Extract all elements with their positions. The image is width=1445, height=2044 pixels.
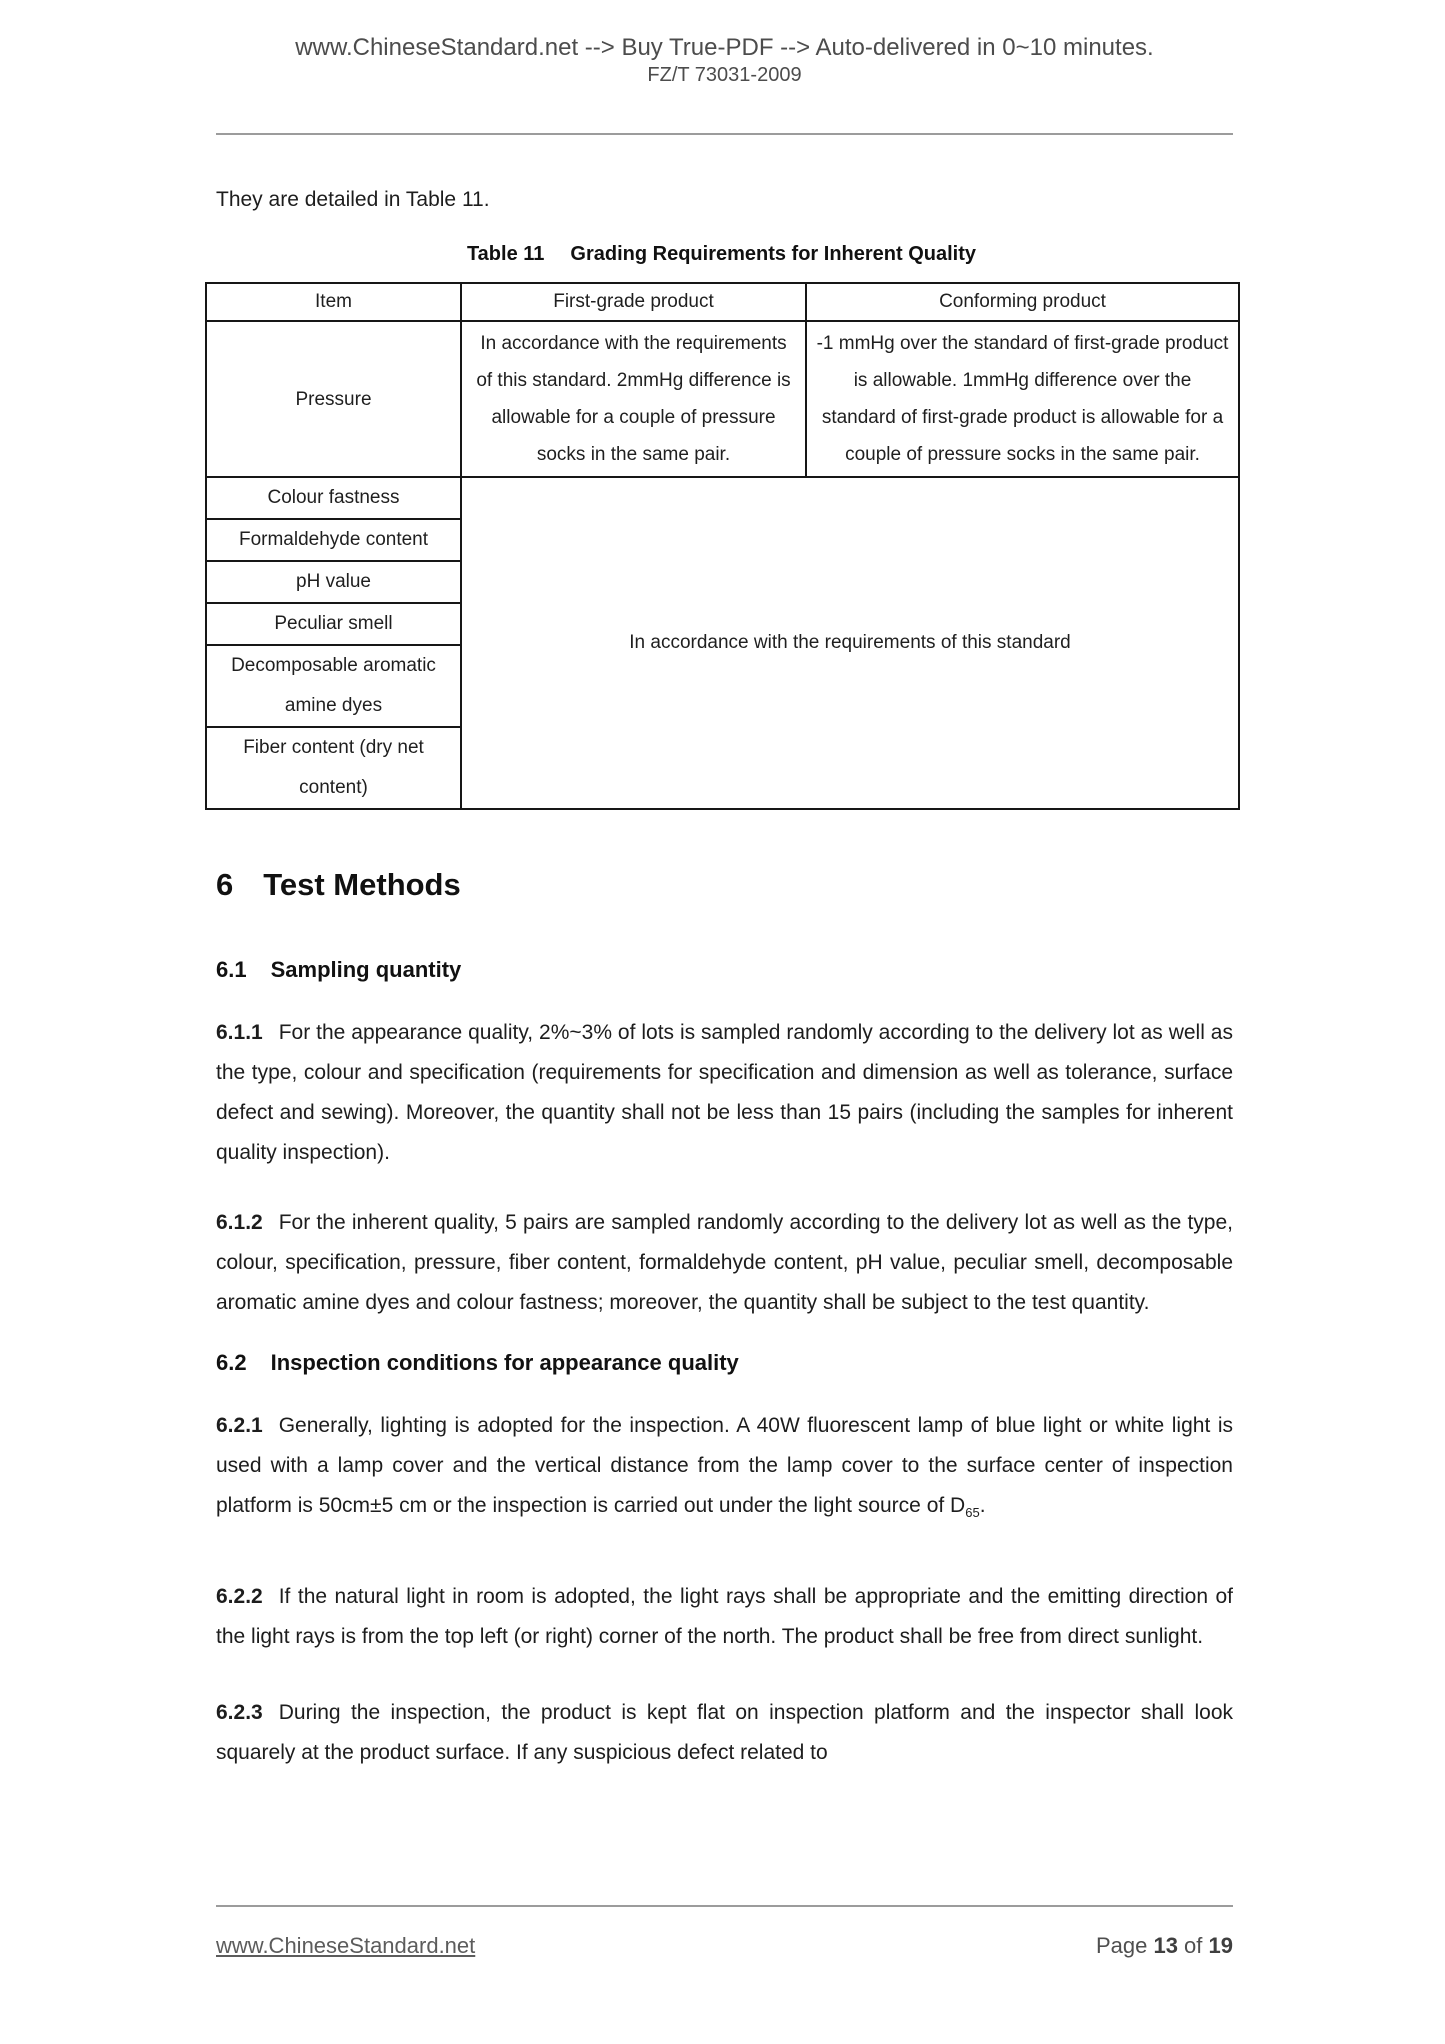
table-title-label: Table 11 [466, 243, 545, 265]
cell-formaldehyde-content: Formaldehyde content [206, 519, 461, 561]
paragraph-6-2-1-number: 6.2.1 [216, 1414, 263, 1437]
paragraph-6-1-1-number: 6.1.1 [216, 1021, 263, 1044]
footer-site-link[interactable]: www.ChineseStandard.net [216, 1933, 476, 1958]
section-6-title: Test Methods [263, 867, 461, 902]
footer-page-indicator [1096, 1933, 1233, 1959]
col-header-first-grade: First-grade product [461, 283, 806, 321]
table-title [205, 243, 1238, 266]
table-row-pressure [206, 321, 1239, 477]
table-header-row [206, 283, 1239, 321]
cell-ph-value: pH value [206, 561, 461, 603]
paragraph-6-1-2-number: 6.1.2 [216, 1211, 263, 1234]
paragraph-6-2-3-number: 6.2.3 [216, 1701, 263, 1725]
paragraph-6-2-1 [216, 1406, 1233, 1533]
section-6-1-heading [216, 956, 1233, 983]
paragraph-6-2-2-number: 6.2.2 [216, 1585, 263, 1609]
cell-decomposable-dyes: Decomposable aromatic amine dyes [206, 645, 461, 727]
cell-merged-requirement: In accordance with the requirements of this standard [461, 477, 1239, 809]
section-6-1-number: 6.1 [216, 957, 247, 982]
paragraph-6-1-1 [216, 1013, 1233, 1173]
grading-requirements-table [205, 282, 1240, 810]
cell-pressure-first-grade: In accordance with the requirements of this standard. 2mmHg difference is allowable for a couple of pressure socks in the same pair. [461, 321, 806, 477]
col-header-item: Item [206, 283, 461, 321]
footer-of-word: of [1177, 1933, 1209, 1958]
paragraph-6-1-1-text: For the appearance quality, 2%~3% of lots is sampled randomly according to the delivery lot as well as the type, colour and specification (requirements for specification and dimension as well as tolerance, surface defect and sewing). Moreover, the quantity shall not be less than 15 pairs (including the samples for inherent quality inspection). [216, 1021, 1233, 1164]
section-6-heading [216, 866, 1233, 904]
table-title-text: Grading Requirements for Inherent Quality [570, 243, 977, 265]
section-6-2-heading [216, 1349, 1233, 1376]
paragraph-6-2-3-text: During the inspection, the product is kept flat on inspection platform and the inspector shall look squarely at the product surface. If any suspicious defect related to [216, 1701, 1233, 1765]
cell-pressure-conforming: -1 mmHg over the standard of first-grade product is allowable. 1mmHg difference over the standard of first-grade product is allowable for a couple of pressure socks in the same pair. [806, 321, 1239, 477]
header-divider [216, 133, 1233, 135]
cell-fiber-content: Fiber content (dry net content) [206, 727, 461, 809]
header-banner: www.ChineseStandard.net --> Buy True-PDF --> Auto-delivered in 0~10 minutes. [295, 34, 1154, 61]
section-6-number: 6 [216, 867, 234, 902]
cell-peculiar-smell: Peculiar smell [206, 603, 461, 645]
footer-divider [216, 1905, 1233, 1907]
col-header-conforming: Conforming product [806, 283, 1239, 321]
footer-page-total: 19 [1208, 1933, 1233, 1958]
paragraph-6-2-1-period: . [979, 1494, 986, 1517]
footer-page-current: 13 [1153, 1933, 1178, 1958]
section-6-2-number: 6.2 [216, 1350, 247, 1375]
paragraph-6-1-2-text: For the inherent quality, 5 pairs are sampled randomly according to the delivery lot as well as the type, colour, specification, pressure, fiber content, formaldehyde content, pH value, peculiar smell, decomposable aromatic amine dyes and colour fastness; moreover, the quantity shall be subject to the test quantity. [216, 1211, 1233, 1314]
paragraph-6-1-2 [216, 1203, 1233, 1323]
section-6-2-title: Inspection conditions for appearance quality [270, 1350, 739, 1375]
paragraph-6-2-2-text: If the natural light in room is adopted, the light rays shall be appropriate and the emitting direction of the light rays is from the top left (or right) corner of the north. The product shall be free from direct sunlight. [216, 1585, 1233, 1649]
cell-pressure-item: Pressure [206, 321, 461, 477]
paragraph-6-2-3 [216, 1693, 1233, 1773]
paragraph-6-2-1-text: Generally, lighting is adopted for the inspection. A 40W fluorescent lamp of blue light or white light is used with a lamp cover and the vertical distance from the lamp cover to the surface center of inspection platform is 50cm±5 cm or the inspection is carried out under the light source of D [216, 1414, 1233, 1517]
d65-subscript: 65 [965, 1505, 980, 1521]
standard-code: FZ/T 73031-2009 [647, 64, 802, 86]
table-row-colour-fastness [206, 477, 1239, 519]
cell-colour-fastness: Colour fastness [206, 477, 461, 519]
intro-paragraph: They are detailed in Table 11. [216, 188, 490, 211]
footer-page-word: Page [1095, 1933, 1154, 1958]
section-6-1-title: Sampling quantity [270, 957, 462, 982]
paragraph-6-2-2 [216, 1577, 1233, 1657]
